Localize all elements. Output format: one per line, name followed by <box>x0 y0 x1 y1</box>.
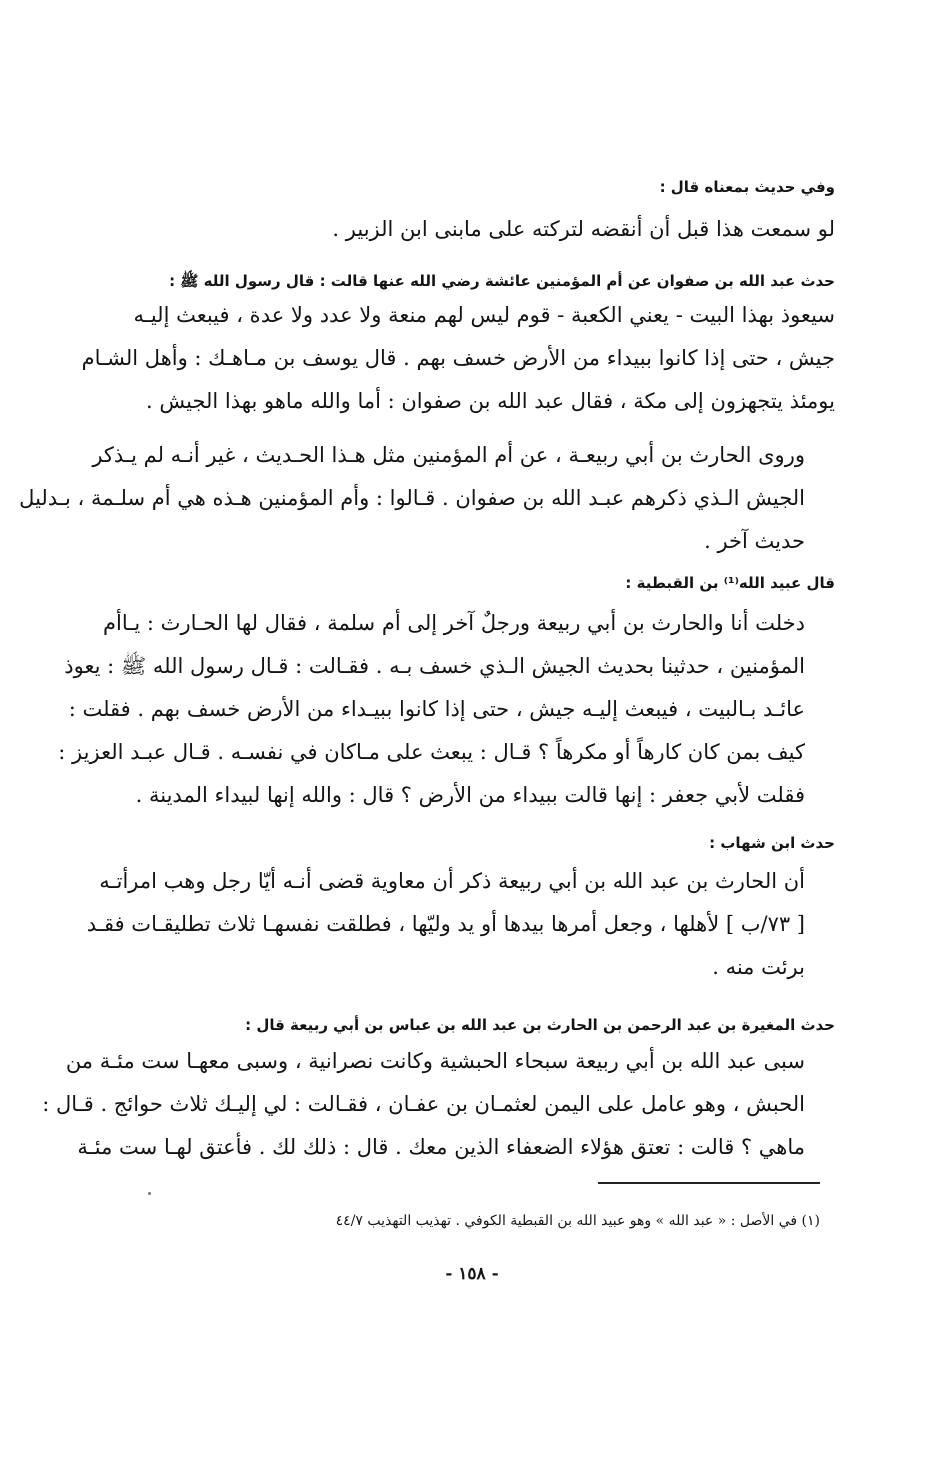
section-2-body <box>81 294 835 423</box>
section-1-heading: وفي حديث بمعناه قال : <box>659 178 835 196</box>
section-1-body <box>110 208 835 251</box>
section-5-line-3: برئت منه . <box>712 955 805 979</box>
section-2-line-2: جيش ، حتى إذا كانوا ببيداء من الأرض خسف بهم . قال يوسف بن مـاهـك : وأهل الشـام <box>81 346 835 370</box>
section-3-line-1: وروى الحارث بن أبي ربيعـة ، عن أم المؤمنين مثل هـذا الحـديث ، غير أنـه لم يـذكر <box>92 443 805 467</box>
section-6-line-2: الحبش ، وهو عامل على اليمن لعثمـان بن عفـان ، فقـالت : لي إليـك ثلاث حوائج . قـال : <box>42 1092 805 1116</box>
section-5-heading: حدث ابن شهاب : <box>709 834 835 852</box>
section-5-line-1: أن الحارث بن عبد الله بن أبي ربيعة ذكر أن معاوية قضى أنـه أيّا رجل وهب امرأتـه <box>99 869 805 893</box>
section-4-heading: قال عبيد الله⁽¹⁾ بن القبطية : <box>625 574 835 592</box>
section-2-line-1: سيعوذ بهذا البيت - يعني الكعبة - قوم ليس لهم منعة ولا عدد ولا عدة ، فيبعث إليـه <box>133 303 835 327</box>
footnote-separator <box>598 1182 820 1184</box>
footnote: (١) في الأصل : « عبد الله » وهو عبيد الله بن القبطية الكوفي . تهذيب التهذيب ٤٤/٧ <box>335 1213 820 1229</box>
section-6-body <box>42 1040 835 1169</box>
section-4-body <box>58 602 835 817</box>
section-4-line-5: فقلت لأبي جعفر : إنها قالت ببيداء من الأرض ؟ قال : والله إنها لبيداء المدينة . <box>135 783 805 807</box>
page-number: - ١٥٨ - <box>445 1264 499 1284</box>
section-6-line-1: سبى عبد الله بن أبي ربيعة سبحاء الحبشية وكانت نصرانية ، وسبى معهـا ست مئـة من <box>65 1049 805 1073</box>
section-3-body <box>19 434 835 563</box>
section-1-line-1: لو سمعت هذا قبل أن أنقضه لتركته على مابنى ابن الزبير . <box>332 217 835 241</box>
section-4-line-3: عائـد بـالبيت ، فيبعث إليـه جيش ، حتى إذا كانوا ببيـداء من الأرض خسف بهم . فقلت : <box>68 697 805 721</box>
section-6-heading: حدث المغيرة بن عبد الرحمن بن الحارث بن عبد الله بن عباس بن أبي ربيعة قال : <box>245 1016 835 1034</box>
section-2-line-3: يومئذ يتجهزون إلى مكة ، فقال عبد الله بن صفوان : أما والله ماهو بهذا الجيش . <box>145 389 835 413</box>
section-2-heading: حدث عبد الله بن صفوان عن أم المؤمنين عائشة رضي الله عنها قالت : قال رسول الله ﷺ : <box>169 272 835 290</box>
section-4-line-1: دخلت أنا والحارث بن أبي ربيعة ورجلٌ آخر إلى أم سلمة ، فقال لها الحـارث : يـاأم <box>103 611 805 635</box>
section-3-line-2: الجيش الـذي ذكرهم عبـد الله بن صفوان . قـالوا : وأم المؤمنين هـذه هي أم سلـمة ، بـدليل <box>19 486 805 510</box>
section-4-line-4: كيف بمن كان كارهاً أو مكرهاً ؟ قـال : يبعث على مـاكان في نفسـه . قـال عبـد العزيز : <box>58 740 805 764</box>
section-6-line-3: ماهي ؟ قالت : تعتق هؤلاء الضعفاء الذين معك . قال : ذلك لك . فأعتق لهـا ست مئـة <box>77 1135 805 1159</box>
section-4-line-2: المؤمنين ، حدثينا بحديث الجيش الـذي خسف بـه . فقـالت : قـال رسول الله ﷺ : يعوذ <box>64 654 805 678</box>
scan-speck <box>148 1192 151 1195</box>
section-3-line-3: حديث آخر . <box>704 529 805 553</box>
section-5-line-2: [ ٧٣/ب ] لأهلها ، وجعل أمرها بيدها أو يد وليّها ، فطلقت نفسهـا ثلاث تطليقـات فقـد <box>86 912 805 936</box>
section-5-body <box>86 860 835 989</box>
